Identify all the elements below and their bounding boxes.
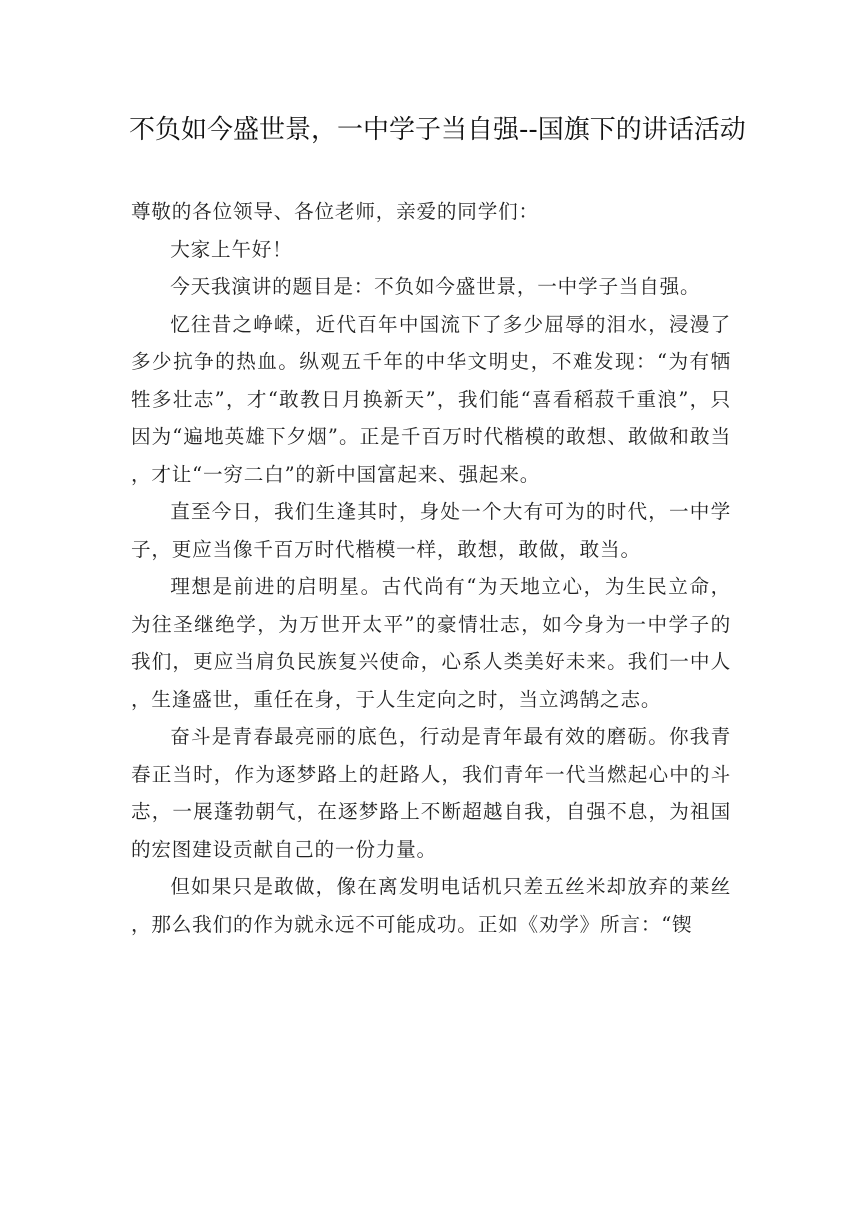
paragraph: 大家上午好！ bbox=[170, 237, 293, 261]
paragraph: 今天我演讲的题目是：不负如今盛世景，一中学子当自强。 bbox=[170, 275, 701, 298]
document-title: 不负如今盛世景，一中学子当自强--国旗下的讲话活动 bbox=[129, 115, 746, 145]
paragraph: 但如果只是敢做，像在离发明电话机只差五丝米却放弃的莱丝，那么我们的作为就永远不可能成功。正如《劝学》所言：“锲 bbox=[131, 875, 731, 936]
paragraph: 忆往昔之峥嵘，近代百年中国流下了多少屈辱的泪水，浸漫了多少抗争的热血。纵观五千年的中华文明史，不难发现：“为有牺牲多壮志”，才“敢教日月换新天”，我们能“喜看稻菽千重浪”，只因为“遍地英雄下夕烟”。正是千百万时代楷模的敢想、敢做和敢当，才让“一穷二白”的新中国富起来、强起来。 bbox=[131, 312, 731, 486]
salutation: 尊敬的各位领导、各位老师，亲爱的同学们： bbox=[131, 200, 539, 223]
paragraph: 理想是前进的启明星。古代尚有“为天地立心，为生民立命，为往圣继绝学，为万世开太平”的豪情壮志，如今身为一中学子的我们，更应当肩负民族复兴使命，心系人类美好未来。我们一中人，生逢盛世，重任在身，于人生定向之时，当立鸿鹄之志。 bbox=[131, 575, 731, 711]
document-body bbox=[131, 193, 731, 943]
paragraph: 奋斗是青春最亮丽的底色，行动是青年最有效的磨砺。你我青春正当时，作为逐梦路上的赶路人，我们青年一代当燃起心中的斗志，一展蓬勃朝气，在逐梦路上不断超越自我，自强不息，为祖国的宏图建设贡献自己的一份力量。 bbox=[131, 725, 731, 861]
paragraph: 直至今日，我们生逢其时，身处一个大有可为的时代，一中学子，更应当像千百万时代楷模一样，敢想，敢做，敢当。 bbox=[131, 500, 731, 561]
